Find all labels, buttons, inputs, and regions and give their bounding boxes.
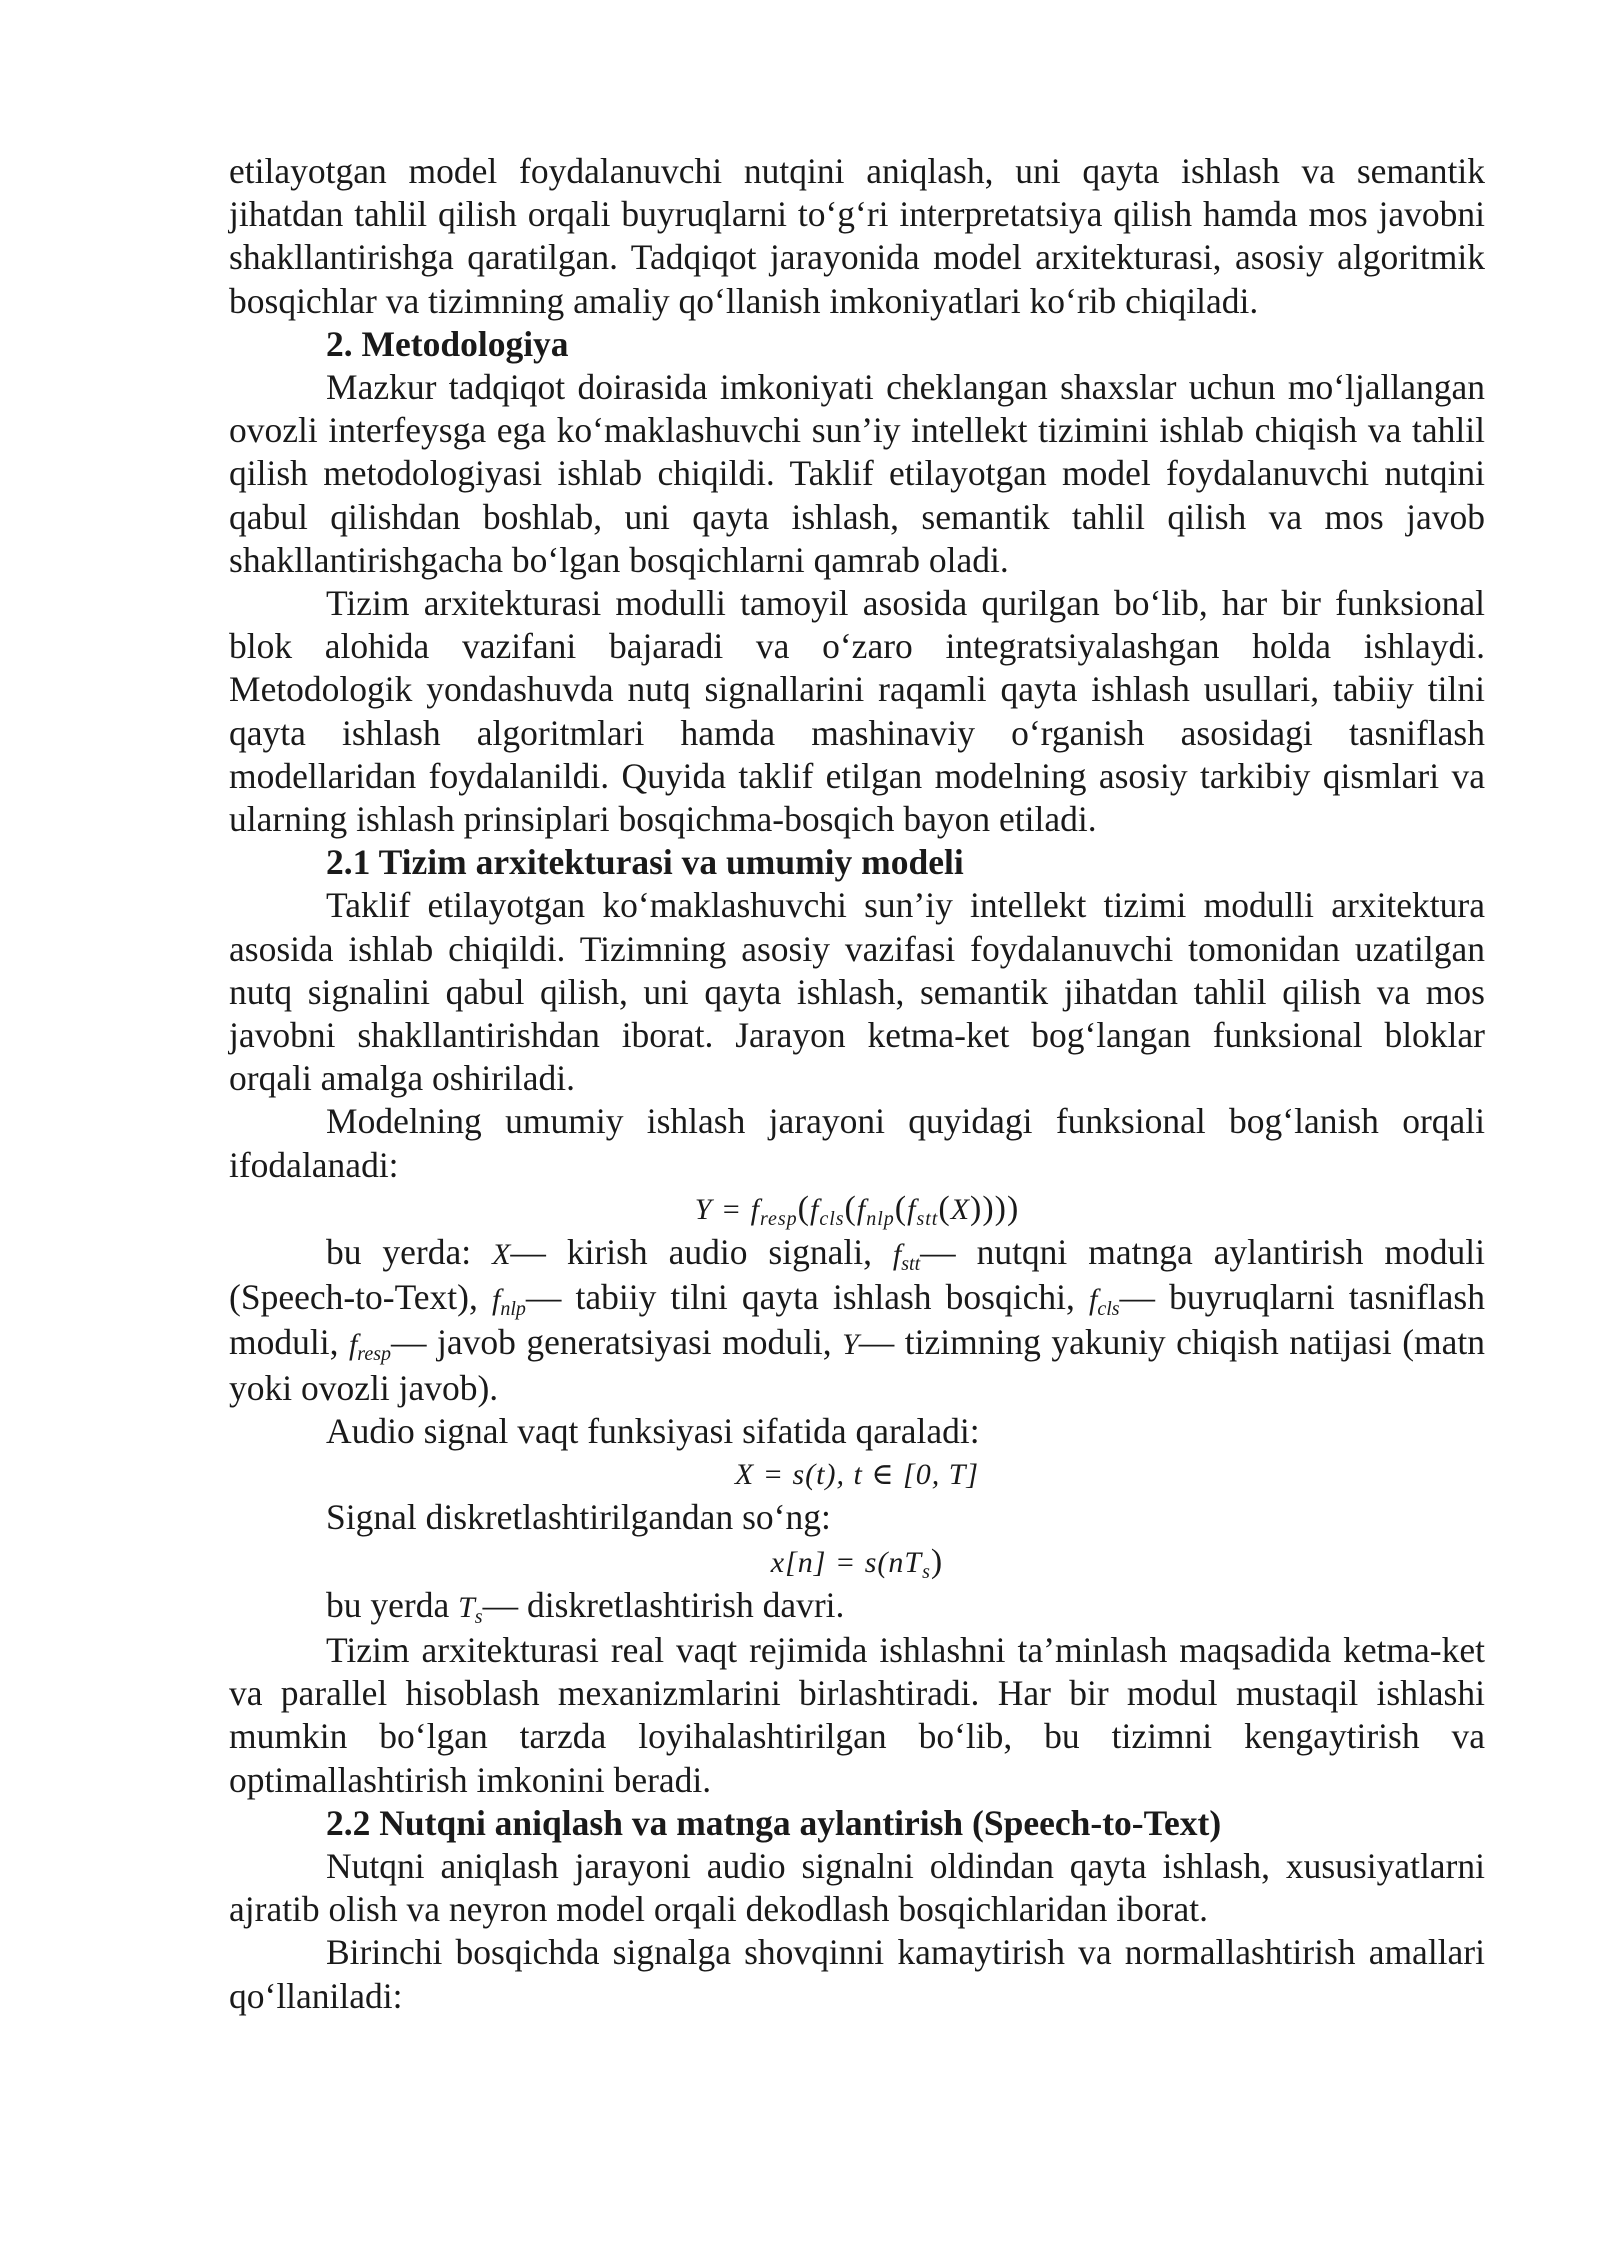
- paragraph-speech-recognition-1: Nutqni aniqlash jarayoni audio signalni oldindan qayta ishlash, xususiyatlarni ajratib olish va neyron model orqali dekodlash bosqichlaridan iborat.: [229, 1845, 1485, 1930]
- paragraph-methodology-2: Tizim arxitekturasi modulli tamoyil asosida qurilgan bo‘lib, har bir funksional blok alohida vazifani bajaradi va o‘zaro integratsiyalashgan holda ishlaydi. Metodologik yondashuvda nutq signallarini raqamli qayta ishlash usullari, tabiiy tilni qayta ishlash algoritmlari hamda mashinaviy o‘rganish asosidagi tasniflash modellaridan foydalanildi. Quyida taklif etilgan modelning asosiy tarkibiy qismlari va ularning ishlash prinsiplari bosqichma-bosqich bayon etiladi.: [229, 583, 1485, 840]
- paragraph-audio-signal: Audio signal vaqt funksiyasi sifatida qaraladi:: [326, 1410, 980, 1451]
- paragraph-methodology-1: Mazkur tadqiqot doirasida imkoniyati cheklangan shaxslar uchun mo‘ljallangan ovozli interfeysga ega ko‘maklashuvchi sun’iy intellekt tizimini ishlab chiqish va tahlil qilish metodologiyasi ishlab chiqildi. Taklif etilayotgan model foydalanuvchi nutqini qabul qilishdan boshlab, uni qayta ishlash, semantik tahlil qilish va mos javob shakllantirishgacha bo‘lgan bosqichlarni qamrab oladi.: [229, 367, 1485, 580]
- equation-discrete-signal: $x[n] = s(nT_s)$: [770, 1542, 944, 1583]
- paragraph-architecture-1: Taklif etilayotgan ko‘maklashuvchi sun’iy intellekt tizimi modulli arxitektura asosida ishlab chiqildi. Tizimning asosiy vazifasi foydalanuvchi tomonidan uzatilgan nutq signalini qabul qilish, uni qayta ishlash, semantik jihatdan tahlil qilish va mos javobni shakllantirishdan iborat. Jarayon ketma-ket bog‘langan funksional bloklar orqali amalga oshiriladi.: [229, 885, 1485, 1099]
- paragraph-discretization: Signal diskretlashtirilgandan so‘ng:: [326, 1497, 831, 1538]
- section-heading-methodology: 2. Metodologiya: [326, 323, 569, 364]
- equation-signal-time: X = s(t), t ∈ [0, T]: [734, 1458, 980, 1492]
- equation-main-model: $Y = f_{resp}(f_{cls}(f_{nlp}(f_{stt}(X))))$: [694, 1189, 1020, 1230]
- document-body: [229, 150, 1485, 2018]
- paragraph-variable-definitions: bu yerda: X— kirish audio signali, $f_{stt}—$ nutqni matnga aylantirish moduli (Speech-to-Text), $f_{nlp}—$ tabiiy tilni qayta ishlash bosqichi, $f_{cls}—$ buyruqlarni tasniflash moduli, $f_{resp}—$ javob generatsiyasi moduli, Y— tizimning yakuniy chiqish natijasi (matn yoki ovozli javob).: [229, 1232, 1486, 1408]
- subsection-heading-2-1: 2.1 Tizim arxitekturasi va umumiy modeli: [326, 842, 964, 883]
- paragraph-intro-continued: etilayotgan model foydalanuvchi nutqini aniqlash, uni qayta ishlash va semantik jihatdan tahlil qilish orqali buyruqlarni to‘g‘ri interpretatsiya qilish hamda mos javobni shakllantirishga qaratilgan. Tadqiqot jarayonida model arxitekturasi, asosiy algoritmik bosqichlar va tizimning amaliy qo‘llanish imkoniyatlari ko‘rib chiqiladi.: [229, 151, 1485, 321]
- paragraph-realtime: Tizim arxitekturasi real vaqt rejimida ishlashni ta’minlash maqsadida ketma-ket va parallel hisoblash mexanizmlarini birlashtiradi. Har bir modul mustaqil ishlashi mumkin bo‘lgan tarzda loyihalashtirilgan bo‘lib, bu tizimni kengaytirish va optimallashtirish imkonini beradi.: [229, 1629, 1485, 1800]
- paragraph-sampling-period: bu yerda $T_s—$ diskretlashtirish davri.: [326, 1584, 845, 1628]
- paragraph-speech-recognition-2: Birinchi bosqichda signalga shovqinni kamaytirish va normallashtirish amallari qo‘llaniladi:: [229, 1932, 1485, 2016]
- paragraph-architecture-2: Modelning umumiy ishlash jarayoni quyidagi funksional bog‘lanish orqali ifodalanadi:: [229, 1101, 1485, 1185]
- subsection-heading-2-2: 2.2 Nutqni aniqlash va matnga aylantirish (Speech-to-Text): [326, 1802, 1222, 1843]
